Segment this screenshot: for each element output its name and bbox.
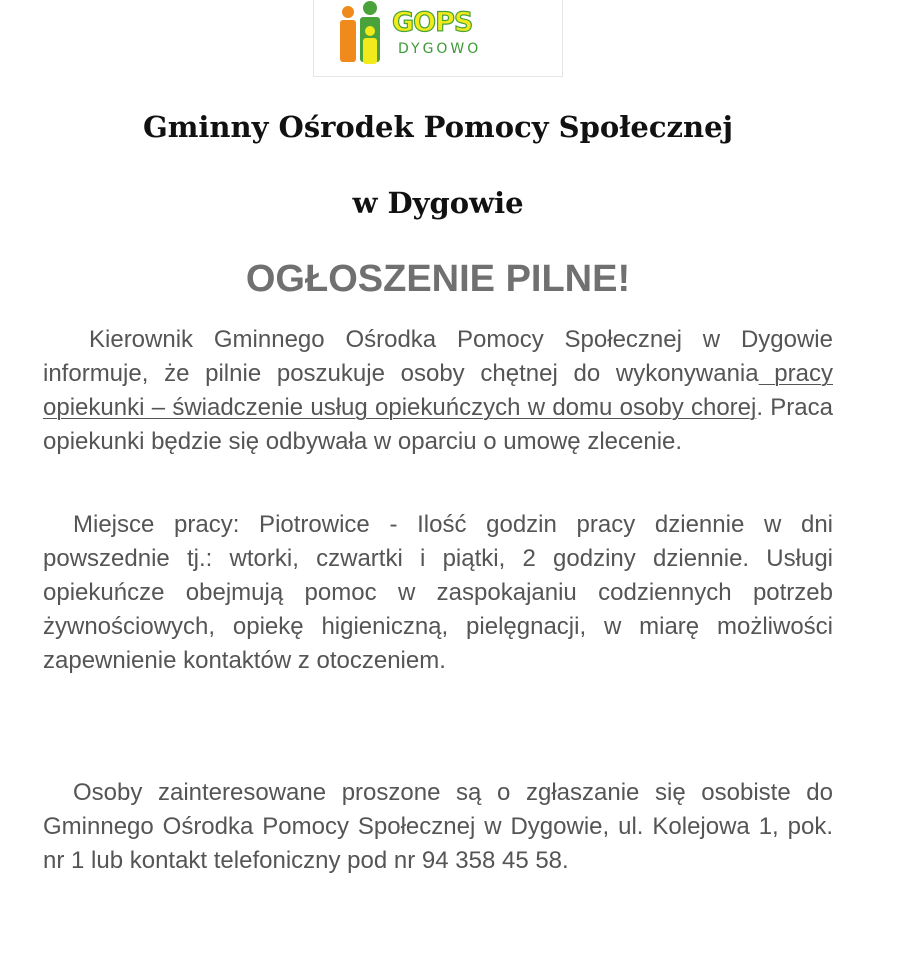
logo-subtitle: DYGOWO	[398, 41, 482, 57]
institution-name: Gminny Ośrodek Pomocy Społecznej	[142, 110, 734, 144]
gops-logo	[313, 0, 563, 77]
paragraph-intro: Kierownik Gminnego Ośrodka Pomocy Społecznej w Dygowie informuje, że pilnie poszukuje osoby chętnej do wykonywania	[43, 326, 833, 387]
family-figures-icon	[336, 0, 390, 66]
paragraph-contact: Osoby zainteresowane proszone są o zgłaszanie się osobiste do Gminnego Ośrodka Pomocy Społecznej w Dygowie, ul. Kolejowa 1, pok. nr 1 lub kontakt telefoniczny pod nr 94 358 45 58.	[43, 779, 833, 874]
paragraph-announcement	[43, 323, 833, 459]
institution-location: w Dygowie	[352, 186, 524, 220]
paragraph-outro: . Praca opiekunki będzie się odbywała w oparciu o umowę zlecenie.	[43, 394, 833, 455]
logo-wordmark: GOPS	[392, 7, 473, 38]
paragraph-work-details: Miejsce pracy: Piotrowice - Ilość godzin pracy dziennie w dni powszednie tj.: wtorki, czwartki i piątki, 2 godziny dziennie. Usługi opiekuńcze obejmują pomoc w zaspokajaniu codziennych potrzeb żywnościowych, opiekę higieniczną, pielęgnacji, w miarę możliwości zapewnienie kontaktów z otoczeniem.	[43, 511, 833, 674]
job-description-underlined: pracy opiekunki – świadczenie usług opiekuńczych w domu osoby chorej	[43, 360, 833, 421]
notice-title: OGŁOSZENIE PILNE!	[245, 258, 631, 300]
